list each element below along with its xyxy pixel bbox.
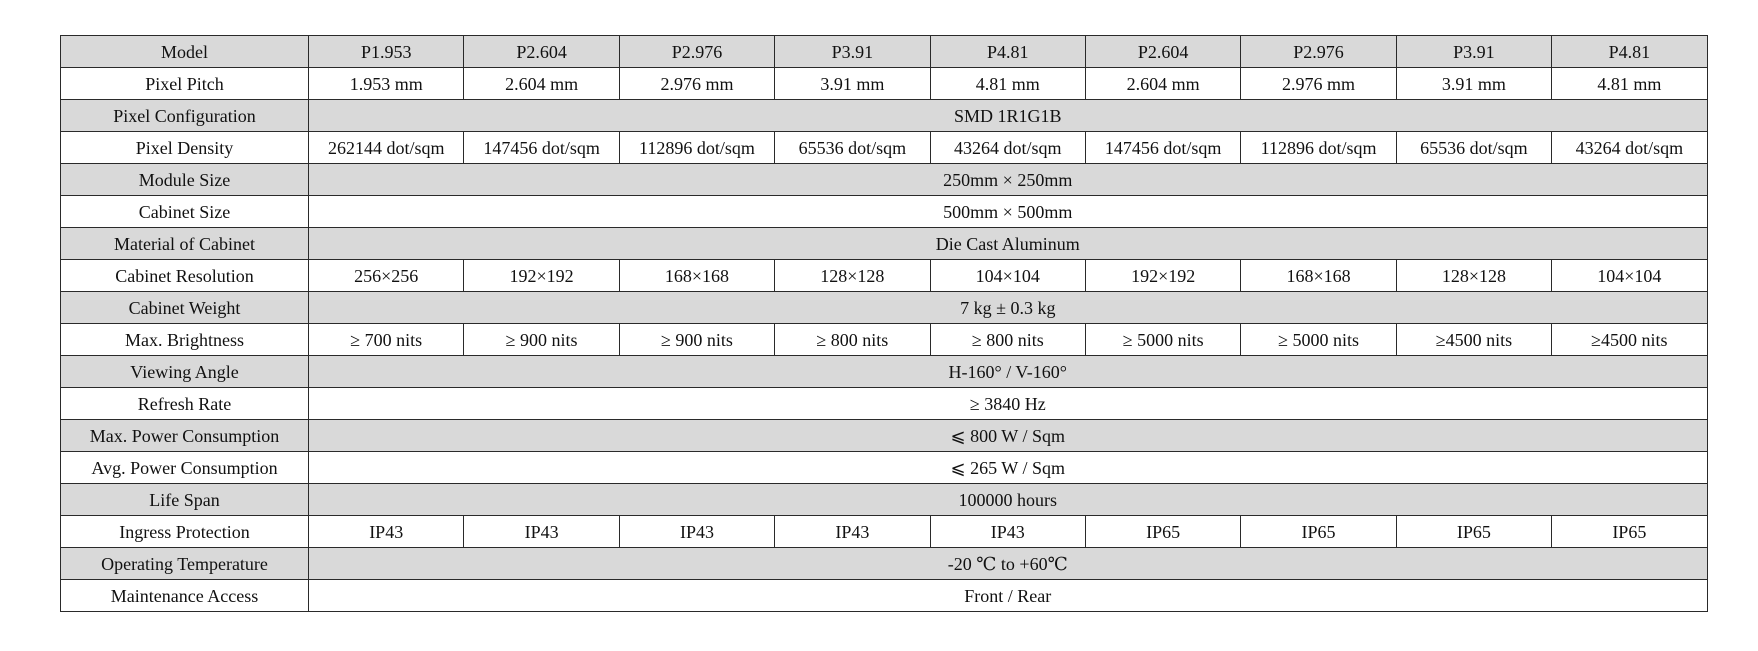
table-cell: P4.81 [930,36,1085,68]
row-label: Refresh Rate [61,388,309,420]
table-row [61,324,1708,356]
table-row [61,420,1708,452]
table-row [61,132,1708,164]
table-cell: 168×168 [619,260,774,292]
table-cell: 112896 dot/sqm [1241,132,1396,164]
table-cell: IP43 [775,516,930,548]
row-label: Max. Power Consumption [61,420,309,452]
spec-table [60,35,1708,612]
table-cell: ≥ 800 nits [930,324,1085,356]
merged-cell: 7 kg ± 0.3 kg [309,292,1708,324]
table-row [61,292,1708,324]
table-cell: IP65 [1552,516,1707,548]
table-row [61,100,1708,132]
table-cell: IP43 [619,516,774,548]
table-row [61,452,1708,484]
table-cell: P2.604 [464,36,619,68]
table-cell: ≥ 5000 nits [1241,324,1396,356]
row-label: Model [61,36,309,68]
table-row [61,388,1708,420]
merged-cell: 500mm × 500mm [309,196,1708,228]
merged-cell: ⩽ 800 W / Sqm [309,420,1708,452]
table-cell: ≥ 700 nits [309,324,464,356]
row-label: Module Size [61,164,309,196]
table-cell: ≥4500 nits [1552,324,1707,356]
table-cell: 192×192 [1085,260,1240,292]
table-row [61,260,1708,292]
table-cell: 4.81 mm [930,68,1085,100]
table-cell: 65536 dot/sqm [775,132,930,164]
table-row [61,516,1708,548]
table-cell: 2.976 mm [1241,68,1396,100]
spec-table-body [61,36,1708,612]
table-cell: 168×168 [1241,260,1396,292]
table-cell: 2.604 mm [1085,68,1240,100]
row-label: Cabinet Weight [61,292,309,324]
table-cell: 192×192 [464,260,619,292]
table-cell: 104×104 [1552,260,1707,292]
table-cell: IP65 [1241,516,1396,548]
table-cell: 147456 dot/sqm [1085,132,1240,164]
table-row [61,164,1708,196]
row-label: Max. Brightness [61,324,309,356]
table-cell: ≥ 900 nits [464,324,619,356]
table-cell: 2.976 mm [619,68,774,100]
table-row [61,196,1708,228]
table-cell: ≥ 800 nits [775,324,930,356]
table-cell: 65536 dot/sqm [1396,132,1551,164]
merged-cell: 100000 hours [309,484,1708,516]
table-cell: 147456 dot/sqm [464,132,619,164]
table-cell: ≥ 5000 nits [1085,324,1240,356]
row-label: Maintenance Access [61,580,309,612]
table-cell: ≥4500 nits [1396,324,1551,356]
table-row [61,356,1708,388]
table-row [61,228,1708,260]
row-label: Cabinet Size [61,196,309,228]
table-cell: 104×104 [930,260,1085,292]
table-cell: 4.81 mm [1552,68,1707,100]
table-cell: P2.604 [1085,36,1240,68]
table-cell: IP43 [930,516,1085,548]
merged-cell: SMD 1R1G1B [309,100,1708,132]
merged-cell: ≥ 3840 Hz [309,388,1708,420]
row-label: Pixel Configuration [61,100,309,132]
table-row [61,36,1708,68]
table-row [61,548,1708,580]
row-label: Material of Cabinet [61,228,309,260]
table-cell: 2.604 mm [464,68,619,100]
table-cell: IP65 [1085,516,1240,548]
table-cell: 43264 dot/sqm [1552,132,1707,164]
table-cell: 1.953 mm [309,68,464,100]
table-cell: P2.976 [619,36,774,68]
table-cell: 112896 dot/sqm [619,132,774,164]
row-label: Life Span [61,484,309,516]
table-cell: P4.81 [1552,36,1707,68]
table-cell: IP65 [1396,516,1551,548]
row-label: Viewing Angle [61,356,309,388]
merged-cell: 250mm × 250mm [309,164,1708,196]
table-cell: 43264 dot/sqm [930,132,1085,164]
row-label: Pixel Density [61,132,309,164]
row-label: Avg. Power Consumption [61,452,309,484]
table-cell: 128×128 [1396,260,1551,292]
row-label: Operating Temperature [61,548,309,580]
merged-cell: Die Cast Aluminum [309,228,1708,260]
table-cell: 256×256 [309,260,464,292]
merged-cell: H-160° / V-160° [309,356,1708,388]
table-cell: IP43 [464,516,619,548]
merged-cell: ⩽ 265 W / Sqm [309,452,1708,484]
table-cell: ≥ 900 nits [619,324,774,356]
table-cell: P3.91 [1396,36,1551,68]
table-row [61,68,1708,100]
table-cell: IP43 [309,516,464,548]
table-row [61,484,1708,516]
table-cell: 262144 dot/sqm [309,132,464,164]
table-cell: 3.91 mm [1396,68,1551,100]
table-cell: P3.91 [775,36,930,68]
table-cell: P2.976 [1241,36,1396,68]
table-cell: 3.91 mm [775,68,930,100]
table-row [61,580,1708,612]
merged-cell: Front / Rear [309,580,1708,612]
table-cell: P1.953 [309,36,464,68]
row-label: Ingress Protection [61,516,309,548]
row-label: Pixel Pitch [61,68,309,100]
merged-cell: -20 ℃ to +60℃ [309,548,1708,580]
table-cell: 128×128 [775,260,930,292]
row-label: Cabinet Resolution [61,260,309,292]
